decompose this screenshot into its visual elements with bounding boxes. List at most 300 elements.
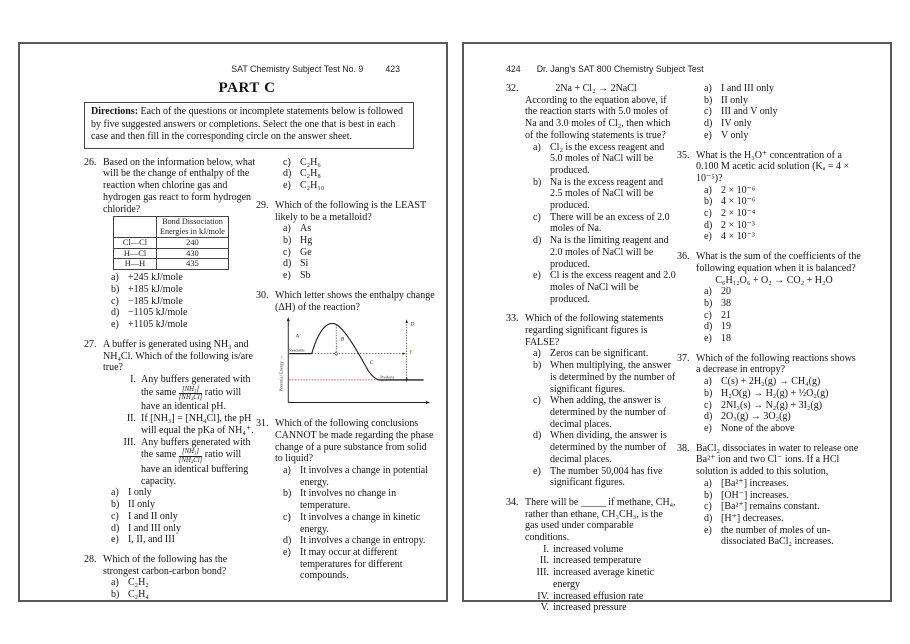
question-text: Which of the following conclusions CANNOT be made regarding the phase change of a pure substance from solid to liquid? [275,418,434,465]
question-body [103,157,256,331]
question-body [275,157,436,192]
option-text: +245 kJ/mole [128,272,183,284]
option-d [103,307,256,319]
question-number [256,157,275,192]
option-text: I and III only [128,522,182,534]
diagram-letter-D: D [410,321,415,328]
question-text: BaCl₂ dissociates in water to release one Ba²⁺ ion and two Cl⁻ ions. If a HCl solution is added to this solution, [696,442,859,478]
table-header-cell: Bond Dissociation Energies in kJ/mole [157,217,229,238]
directions-label: Directions: [91,106,139,117]
option-label: a) [533,141,541,153]
left-page-header [84,64,400,75]
question-36 [677,251,862,345]
roman-text: increased effusion rate [553,590,644,602]
option-label: b) [533,360,542,372]
question-text: Which of the following is the LEAST likely to be a metalloid? [275,199,426,223]
question-text: What is the sum of the coefficients of the following equation when it is balanced? [696,251,861,274]
option-label: e) [704,422,712,434]
option-text: It may occur at different temperatures for different compounds. [300,546,403,582]
option-label: d) [111,522,120,534]
option-e [103,319,256,331]
question-number: 33. [506,313,519,325]
roman-text: increased temperature [553,555,642,567]
option-label: e) [283,180,291,192]
option-text: As [300,223,312,235]
question-body [696,443,862,548]
option-label: b) [704,94,713,106]
roman-item [525,591,677,603]
question-32 [506,83,677,305]
option-c [525,395,677,430]
option-text: It involves a change in entropy. [300,535,426,547]
option-text: I and II only [128,510,178,522]
option-text: Hg [300,235,313,246]
question-body [525,497,677,614]
option-label: e) [704,129,712,141]
question-body [275,200,436,282]
option-text: None of the above [721,422,795,434]
option-label: b) [533,176,542,188]
question-number: 30. [256,289,269,301]
option-label: a) [283,465,291,477]
option-label: b) [283,235,292,246]
option-b [696,298,862,310]
question-text: A buffer is generated using NH₃ and NH₄Cl. Which of the following is/are true? [103,338,253,374]
table-cell: 240 [157,237,229,248]
question-text: Based on the information below, what will be the change of enthalpy of the reaction when chlorine gas and hydrogen gas react to form hydrogen chloride? [103,156,256,215]
option-label: a) [111,272,119,284]
option-text: [Ba²⁺] remains constant. [721,501,820,513]
question-29 [256,200,436,282]
table-cell: Cl—Cl [114,237,157,248]
right-page-columns [506,83,862,622]
question-body [103,339,256,546]
option-label: c) [111,510,119,522]
option-label: d) [704,321,713,333]
fraction-numerator: [NH₃] [179,448,203,456]
option-b [525,177,677,212]
question-number: 31. [256,418,269,430]
question-text: There will be _____ if methane, CH₄, rather than ethane, CH₃CH₃, is the gas used under comparable conditions. [525,496,676,544]
energy-diagram-figure [275,316,435,410]
option-e [275,180,436,192]
reactants-label: Reactants [289,347,305,353]
table-cell: 430 [157,248,229,259]
option-e [275,270,436,282]
option-label: d) [704,118,713,130]
option-text: Si [300,258,309,270]
option-c [696,501,862,513]
table-row [114,237,229,248]
option-b [103,284,256,296]
option-label: a) [704,286,712,298]
roman-numeral: V. [540,602,549,614]
option-d [525,430,677,465]
option-text: +1105 kJ/mole [128,319,188,331]
option-label: a) [704,376,712,388]
option-label: c) [704,399,712,411]
diagram-shape [402,353,405,355]
option-label: c) [704,309,712,321]
option-label: b) [111,283,120,295]
bond-energy-table [113,216,229,270]
option-text: When multiplying, the answer is determined by the number of significant figures. [550,360,676,395]
option-text: Ge [300,246,312,258]
roman-item [525,544,677,556]
option-label: a) [111,577,119,589]
option-text: C₂H₂ [128,577,149,589]
question-number: 36. [677,251,690,263]
option-label: a) [704,184,712,196]
question-34 [506,497,677,614]
option-c [275,512,436,535]
option-text: the number of moles of un-dissociated BaCl₂ increases. [721,524,834,548]
option-label: b) [704,387,713,399]
question-text: What is the H₃O⁺ concentration of a 0.100 M acetic acid solution (Kₐ = 4 × 10⁻⁵)? [696,149,850,184]
option-label: b) [111,589,120,601]
y-axis-label: Potential Energy → [278,355,284,392]
roman-numeral: I. [543,543,549,555]
question-continuation [677,83,862,142]
question-number: 32. [506,83,519,94]
question-number: 29. [256,199,269,211]
option-text: It involves a change in potential energy. [300,465,429,488]
option-label: c) [704,106,712,118]
question-33 [506,313,677,489]
question-body [275,290,436,410]
option-text: 2 × 10⁻⁶ [721,184,756,196]
option-label: d) [704,219,713,231]
question-body [525,313,677,489]
option-c [696,106,862,118]
right-header-title: Dr. Jang's SAT 800 Chemistry Subject Test [536,64,704,74]
option-text: C(s) + 2H₂(g) → CH₄(g) [721,376,821,388]
option-d [275,535,436,547]
option-text: −1105 kJ/mole [128,307,188,319]
question-37 [677,353,862,435]
option-a [525,142,677,177]
right-page-header [506,64,862,75]
diagram-letter-C: C [370,360,374,367]
option-d [696,513,862,525]
roman-numeral: II. [126,413,136,425]
question-number: 34. [506,496,519,508]
option-label: a) [704,83,712,94]
option-d [696,411,862,423]
option-text: C₂H₆ [300,156,321,168]
diagram-letter-B: B [340,336,345,343]
option-c [696,208,862,220]
option-b [103,589,256,601]
option-label: a) [283,223,291,235]
option-label: e) [283,546,291,558]
left-page-columns [84,157,436,609]
option-c [103,296,256,308]
question-number: 28. [84,553,97,565]
option-e [696,231,862,243]
option-text: 20 [721,286,731,298]
directions-box [84,102,414,149]
option-text: 4 × 10⁻⁶ [721,196,756,208]
table-empty-cell [114,217,157,238]
left-page-number: 423 [385,64,400,74]
left-header-title: SAT Chemistry Subject Test No. 9 [231,64,364,74]
roman-text: If [NH₃] = [NH₄Cl], the pH will equal the pKa of NH₄⁺. [141,413,254,436]
option-label: d) [283,258,292,270]
option-text: +185 kJ/mole [128,283,183,295]
option-label: c) [111,295,119,307]
option-e [525,466,677,489]
question-number: 37. [677,352,690,364]
products-label: Products [380,374,395,380]
option-label: a) [111,487,119,499]
option-label: b) [111,499,120,511]
table-row [114,259,229,270]
option-a [696,286,862,298]
question-text: Which of the following has the strongest carbon-carbon bond? [103,553,228,577]
question-continuation [256,157,436,192]
diagram-shape [405,320,407,324]
option-label: d) [533,235,542,247]
roman-numeral: III. [536,567,549,579]
question-text: Which of the following statements regarding significant figures is FALSE? [525,313,664,348]
option-e [696,333,862,345]
roman-text: increased pressure [553,602,627,614]
question-30 [256,290,436,410]
directions-text: Each of the questions or incomplete statements below is followed by five suggested answers or completions. Select the one that is best in each case and then fill in the corresponding circle on the answer sheet. [91,106,403,143]
option-label: c) [283,246,291,258]
option-text: It involves a change in kinetic energy. [300,511,421,535]
option-e [525,270,677,305]
right-page-column-2 [677,83,862,622]
option-label: e) [704,524,712,536]
question-text: Which letter shows the enthalpy change (ΔH) of the reaction? [275,289,435,313]
left-page-column-2 [256,157,436,609]
option-label: c) [533,211,541,223]
option-text: 2O₃(g) → 3O₂(g) [721,411,791,423]
option-label: b) [704,297,713,309]
option-d [696,220,862,232]
roman-text: increased average kinetic energy [553,567,655,590]
roman-item [103,437,256,488]
question-number [677,83,696,142]
option-label: d) [704,512,713,524]
option-text: H₂O(g) → H₂(g) + ½O₂(g) [721,387,829,399]
option-text: 4 × 10⁻³ [721,231,755,243]
ratio-fraction [179,386,203,402]
option-d [696,321,862,333]
option-text: C₂H₄ [128,589,149,601]
roman-item [103,413,256,436]
option-text: II only [128,499,155,511]
option-label: b) [283,488,292,500]
option-text: I and III only [721,83,775,94]
table-row [114,248,229,259]
option-text: When adding, the answer is determined by the number of decimal places. [550,395,667,430]
option-text: I, II, and III [128,534,175,546]
question-body [103,554,256,601]
option-b [275,235,436,247]
option-label: d) [283,168,292,180]
option-c [525,212,677,235]
option-label: c) [704,501,712,513]
option-b [103,499,256,511]
question-text: Which of the following reactions shows a decrease in entropy? [696,352,856,376]
part-title: PART C [218,80,276,96]
question-body [696,251,862,345]
option-e [275,547,436,582]
option-text: [OH⁻] increases. [721,489,790,501]
option-text: 2 × 10⁻⁴ [721,208,756,220]
option-text: Cl₂ is the excess reagent and 5.0 moles of NaCl will be produced. [550,141,665,176]
option-a [696,376,862,388]
option-label: e) [704,231,712,243]
option-b [696,388,862,400]
option-a [696,185,862,197]
table-cell: H—Cl [114,248,157,259]
option-text: IV only [721,118,752,130]
option-text: −185 kJ/mole [128,295,183,307]
question-26 [84,157,256,331]
option-label: e) [283,270,291,282]
option-d [275,258,436,270]
table-cell: H—H [114,259,157,270]
roman-numeral: I. [130,373,136,385]
option-label: d) [283,535,292,547]
option-d [275,168,436,180]
option-label: c) [283,511,291,523]
option-label: b) [704,196,713,208]
left-page [18,42,448,602]
option-text: [Ba²⁺] increases. [721,477,789,489]
roman-item [525,567,677,590]
reaction-curve [312,324,379,380]
question-number: 26. [84,156,97,168]
option-label: c) [704,208,712,220]
option-b [696,95,862,107]
option-e [103,534,256,546]
question-body [696,353,862,435]
question-text: According to the equation above, if the reaction starts with 5.0 moles of Na and 3.0 moles of Cl₂, then which of the following statements is true? [525,94,671,141]
option-b [275,488,436,511]
option-text: Sb [300,270,311,282]
question-27 [84,339,256,546]
option-a [275,465,436,488]
option-text: [H⁺] decreases. [721,512,784,524]
ratio-fraction [179,448,203,464]
option-text: 18 [721,333,731,345]
option-text: When dividing, the answer is determined by the number of decimal places. [550,430,667,465]
question-28 [84,554,256,601]
fraction-denominator: [NH₄Cl] [178,394,203,402]
option-label: b) [704,489,713,501]
option-c [275,247,436,259]
option-e [696,130,862,142]
option-label: c) [533,395,541,407]
option-text: Na is the limiting reagent and 2.0 moles of NaCl will be produced. [550,235,669,270]
option-text: I only [128,487,152,499]
roman-text: Any buffers generated with the same $\frac{\text{[NH₃]}}{\text{[NH₄Cl]}}$ ratio will have an identical buffering capacity. [141,436,251,487]
option-b [525,360,677,395]
option-label: a) [704,477,712,489]
option-label: e) [111,534,119,546]
option-label: c) [283,156,291,168]
diagram-letter-E: E [409,349,413,356]
option-b [696,196,862,208]
option-c [275,157,436,169]
option-label: d) [533,430,542,442]
question-31 [256,418,436,582]
option-label: d) [111,307,120,319]
option-text: The number 50,004 has five significant figures. [550,465,663,489]
diagram-shape [287,317,290,321]
option-text: There will be an excess of 2.0 moles of Na. [550,211,670,235]
option-text: It involves no change in temperature. [300,488,397,512]
option-e [696,423,862,435]
fraction-numerator: [NH₃] [179,386,203,394]
left-page-column-1 [84,157,256,609]
option-label: e) [533,465,541,477]
option-a [275,223,436,235]
option-d [696,118,862,130]
chemical-equation: 2Na + Cl₂ → 2NaCl [555,83,637,94]
option-d [103,523,256,535]
table-cell: 435 [157,259,229,270]
diagram-shape [426,401,430,404]
roman-text: increased volume [553,543,624,555]
option-a [103,272,256,284]
roman-numeral: II. [539,555,549,567]
option-text: C₂H₁₀ [300,180,325,192]
question-body [696,83,862,142]
diagram-shape [334,352,337,355]
fraction-denominator: [NH₄Cl] [178,456,203,464]
question-body [525,83,677,305]
question-number: 27. [84,338,97,350]
option-text: 21 [721,309,731,321]
option-a [103,577,256,589]
option-text: Zeros can be significant. [550,348,649,360]
option-a [696,83,862,95]
option-text: Na is the excess reagent and 2.5 moles of NaCl will be produced. [550,176,664,212]
option-label: d) [704,411,713,423]
option-text: C₂H₈ [300,168,321,180]
option-text: 19 [721,321,731,333]
right-page [462,42,892,614]
option-a [525,348,677,360]
option-a [696,478,862,490]
question-number: 38. [677,442,690,454]
option-text: 2NI₃(s) → N₂(g) + 3I₂(g) [721,399,823,411]
option-e [696,525,862,548]
question-body [275,418,436,582]
question-number: 35. [677,149,690,161]
question-38 [677,443,862,548]
question-35 [677,150,862,244]
right-page-number: 424 [506,64,521,74]
roman-text: Any buffers generated with the same $\frac{\text{[NH₃]}}{\text{[NH₄Cl]}}$ ratio will have an identical pH. [141,373,251,413]
option-a [103,487,256,499]
roman-item [103,374,256,413]
roman-numeral: IV. [537,590,549,602]
roman-item [525,602,677,614]
option-c [696,400,862,412]
option-text: Cl is the excess reagent and 2.0 moles of NaCl will be produced. [550,270,676,305]
chemical-equation: C₆H₁₂O₆ + O₂ → CO₂ + H₂O [715,274,833,286]
roman-numeral: III. [123,436,136,448]
option-c [103,511,256,523]
option-c [696,310,862,322]
